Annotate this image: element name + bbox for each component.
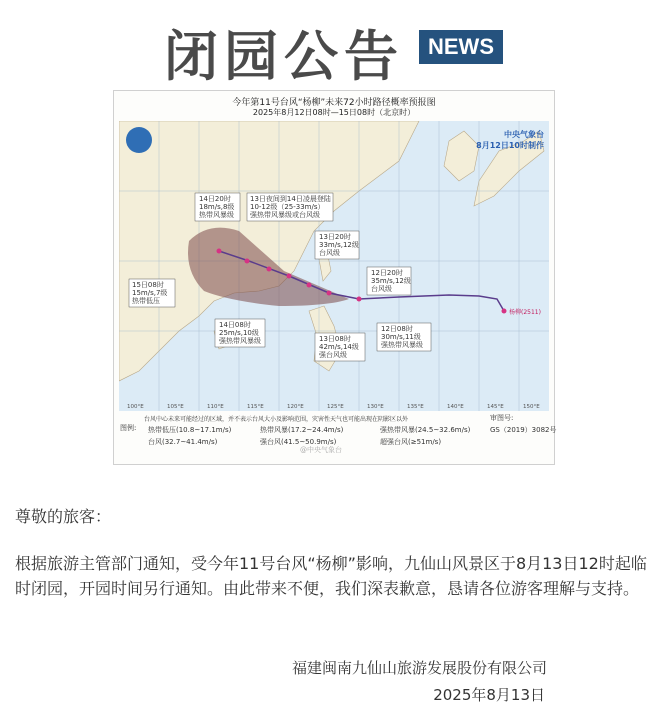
svg-text:10-12级（25-33m/s）: 10-12级（25-33m/s） bbox=[250, 203, 325, 211]
svg-text:热带风暴级: 热带风暴级 bbox=[199, 211, 234, 219]
svg-text:120°E: 120°E bbox=[287, 404, 304, 410]
callout-13d08 bbox=[315, 333, 365, 361]
callout-12d20 bbox=[367, 267, 411, 295]
svg-text:15m/s,7级: 15m/s,7级 bbox=[132, 289, 168, 297]
svg-text:强热带风暴级: 强热带风暴级 bbox=[381, 341, 423, 349]
svg-text:13日08时: 13日08时 bbox=[319, 335, 351, 343]
storm-name-label: 杨柳(2511) bbox=[509, 309, 541, 316]
callout-13d20 bbox=[315, 231, 359, 259]
notice-body: 根据旅游主管部门通知，受今年11号台风“杨柳”影响，九仙山风景区于8月13日12时起临时闭园，开园时间另行通知。由此带来不便，我们深表歉意，恳请各位游客理解与支持。 bbox=[15, 554, 647, 598]
cma-logo-icon bbox=[126, 127, 152, 153]
callout-14d20 bbox=[195, 193, 240, 221]
svg-text:13日夜间到14日凌晨登陆: 13日夜间到14日凌晨登陆 bbox=[250, 195, 331, 203]
svg-text:125°E: 125°E bbox=[327, 404, 344, 410]
svg-text:热带低压: 热带低压 bbox=[132, 297, 160, 305]
map-subtitle: 2025年8月12日08时—15日08时（北京时） bbox=[252, 108, 416, 117]
notice-date: 2025年8月13日 bbox=[433, 686, 545, 704]
greeting: 尊敬的旅客： bbox=[15, 507, 112, 526]
agency-stamp: 中央气象台 8月12日10时制作 bbox=[476, 130, 544, 150]
svg-text:14日20时: 14日20时 bbox=[199, 195, 231, 203]
map-legend: 图例: 台风中心未来可能经过的区域，并不表示台风大小及影响范围，灾害性天气也可能出现在阴影区以外 热带低压(10.8~17.1m/s) 热带风暴(17.2~24.4m/s) 强热带风暴(24.5~32.6m/s) 台风(32.7~41.4m/s) 强台风(41.5~50.9m/s) 超强台风(≥51m/s) 审图号: GS（2019）3082号 @中央气象台 bbox=[120, 414, 557, 454]
signature: 福建闽南九仙山旅游发展股份有限公司 bbox=[291, 659, 547, 677]
svg-text:130°E: 130°E bbox=[367, 404, 384, 410]
callout-12d08 bbox=[377, 323, 431, 351]
svg-text:25m/s,10级: 25m/s,10级 bbox=[219, 329, 259, 337]
svg-text:145°E: 145°E bbox=[487, 404, 504, 410]
news-badge: NEWS bbox=[419, 30, 503, 64]
svg-text:18m/s,8级: 18m/s,8级 bbox=[199, 203, 235, 211]
notice-header bbox=[0, 8, 667, 88]
svg-text:强台风级: 强台风级 bbox=[319, 351, 347, 359]
svg-text:15日08时: 15日08时 bbox=[132, 281, 164, 289]
map-graphic bbox=[119, 121, 549, 421]
svg-text:35m/s,12级: 35m/s,12级 bbox=[371, 277, 411, 285]
svg-text:140°E: 140°E bbox=[447, 404, 464, 410]
callout-15d08 bbox=[129, 279, 175, 307]
callout-14d08 bbox=[215, 319, 265, 347]
svg-text:台风级: 台风级 bbox=[319, 249, 340, 257]
svg-text:100°E: 100°E bbox=[127, 404, 144, 410]
svg-text:13日20时: 13日20时 bbox=[319, 233, 351, 241]
storm-current-position bbox=[502, 309, 507, 314]
svg-text:42m/s,14级: 42m/s,14级 bbox=[319, 343, 359, 351]
typhoon-forecast-map bbox=[113, 90, 555, 465]
svg-text:150°E: 150°E bbox=[523, 404, 540, 410]
svg-text:台风级: 台风级 bbox=[371, 285, 392, 293]
svg-text:115°E: 115°E bbox=[247, 404, 264, 410]
page-title: 闭园公告 bbox=[164, 25, 404, 88]
map-title: 今年第11号台风“杨柳”未来72小时路径概率预报图 bbox=[232, 98, 436, 108]
svg-text:135°E: 135°E bbox=[407, 404, 424, 410]
svg-text:强热带风暴级: 强热带风暴级 bbox=[219, 337, 261, 345]
svg-text:105°E: 105°E bbox=[167, 404, 184, 410]
callout-landfall bbox=[247, 193, 333, 221]
svg-text:14日08时: 14日08时 bbox=[219, 321, 251, 329]
svg-text:12日20时: 12日20时 bbox=[371, 269, 403, 277]
svg-text:33m/s,12级: 33m/s,12级 bbox=[319, 241, 359, 249]
svg-text:12日08时: 12日08时 bbox=[381, 325, 413, 333]
svg-text:强热带风暴级或台风级: 强热带风暴级或台风级 bbox=[250, 211, 320, 219]
svg-text:30m/s,11级: 30m/s,11级 bbox=[381, 333, 421, 341]
svg-text:110°E: 110°E bbox=[207, 404, 224, 410]
